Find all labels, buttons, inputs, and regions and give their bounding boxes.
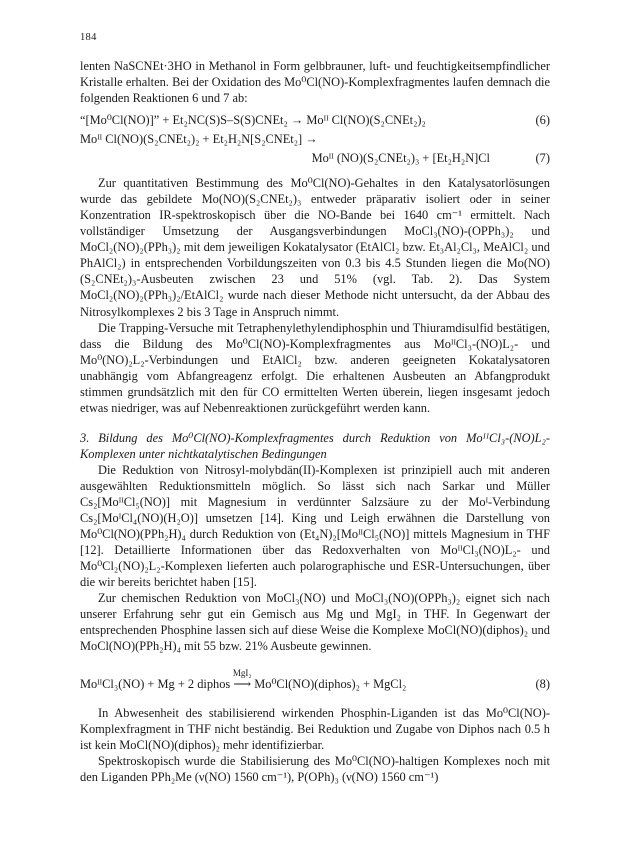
paragraph-6: In Abwesenheit des stabilisierend wirkenden Phosphin-Liganden ist das Mo⁰Cl(NO)-Komplexfragment in THF nicht beständig. Bei Reduktion und Zugabe von Diphos nach 0.5 h ist kein MoCl(NO)(diphos)₂ mehr identifizierbar. <box>80 705 550 752</box>
equation-8-arrow <box>232 667 252 694</box>
equation-7-right: Moᴵᴵ (NO)(S₂CNEt₂)₃ + [Et₂H₂N]Cl <box>311 151 490 166</box>
equation-6 <box>80 112 550 131</box>
section-heading-3: 3. Bildung des Mo⁰Cl(NO)-Komplexfragmentes durch Reduktion von MoᴵᴵCl₃-(NO)L₂-Komplexen unter nichtkatalytischen Bedingungen <box>80 430 550 461</box>
equation-8 <box>80 665 550 695</box>
paragraph-4: Die Reduktion von Nitrosyl-molybdän(II)-Komplexen ist prinzipiell auch mit anderen ausgewählten Reduktionsmitteln möglich. So lässt sich nach Sarkar und Müller Cs₂[MoᴵᴵCl₅(NO)] mit Magnesium in verdünnter Salzsäure zu der Moᴵ-Verbindung Cs₂[MoᴵCl₄(NO)(H₂O)] umsetzen [14]. King und Leigh erwähnen die Darstellung von Mo⁰Cl(NO)(PPh₂H)₄ durch Reduktion von (Et₄N)₂[MoᴵᴵCl₅(NO)] mittels Magnesium in THF [12]. Detaillierte Informationen über das Redoxverhalten von MoᴵᴵCl₃(NO)L₂- und Mo⁰Cl₂(NO)₂L₂-Komplexen lieferten auch polarographische und ESR-Untersuchungen, über die wir bereits berichtet haben [15]. <box>80 462 550 590</box>
paragraph-3: Die Trapping-Versuche mit Tetraphenylethylendiphosphin und Thiuramdisulfid bestätigen, dass die Bildung des Mo⁰Cl(NO)-Komplexfragmentes aus MoᴵᴵCl₃-(NO)L₂- und Mo⁰(NO)₂L₂-Verbindungen und EtAlCl₂ bzw. anderen geeigneten Kokatalysatoren unabhängig vom Abfangreagenz erfolgt. Die erhaltenen Ausbeuten an Abfangprodukt stimmen grundsätzlich mit den für CO ermittelten Werten überein, liegen insgesamt jedoch etwas niedriger, was auf Nebenreaktionen zurückgeführt werden kann. <box>80 320 550 415</box>
equation-6-text: “[Mo⁰Cl(NO)]” + Et₂NC(S)S–S(S)CNEt₂ → Moᴵᴵ Cl(NO)(S₂CNEt₂)₂ <box>80 113 426 128</box>
page-body <box>80 58 550 785</box>
equation-8-number: (8) <box>535 676 550 691</box>
paragraph-2: Zur quantitativen Bestimmung des Mo⁰Cl(NO)-Gehaltes in den Katalysatorlösungen wurde das gebildete Mo(NO)(S₂CNEt₂)₃ entweder präparativ isoliert oder in seiner Konzentration IR-spektroskopisch über die NO-Bande bei 1640 cm⁻¹ ermittelt. Nach vollständiger Umsetzung der Ausgangsverbindungen MoCl₃(NO)-(OPPh₃)₂ und MoCl₂(NO)₂(PPh₃)₂ mit dem jeweiligen Kokatalysator (EtAlCl₂ bzw. Et₃Al₂Cl₃, MeAlCl₂ und PhAlCl₂) in entsprechenden Vorbildungszeiten von 0.3 bis 4.5 Stunden liegen die Mo(NO)(S₂CNEt₂)₃-Ausbeuten zwischen 23 und 51% (vgl. Tab. 2). Das System MoCl₂(NO)₂(PPh₃)₂/EtAlCl₂ wurde nach dieser Methode nicht untersucht, da der Abbau des Nitrosylkomplexes 2 bis 3 Tage in Anspruch nimmt. <box>80 176 550 319</box>
equation-8-left: MoᴵᴵCl₃(NO) + Mg + 2 diphos <box>80 676 231 691</box>
equation-7-line-1 <box>80 131 550 150</box>
paragraph-1: lenten NaSCNEt·3HO in Methanol in Form gelbbrauner, luft- und feuchtigkeitsempfindlicher Kristalle erhalten. Bei der Oxidation des Mo⁰Cl(NO)-Komplexfragmentes laufen demnach die folgenden Reaktionen 6 und 7 ab: <box>80 59 550 106</box>
page-number: 184 <box>80 32 97 43</box>
paragraph-7: Spektroskopisch wurde die Stabilisierung des Mo⁰Cl(NO)-haltigen Komplexes noch mit den Liganden PPh₂Me (ν(NO) 1560 cm⁻¹), P(OPh)₃ (ν(NO) 1560 cm⁻¹) <box>80 753 550 784</box>
equation-7-number: (7) <box>535 151 550 166</box>
equation-8-right: Mo⁰Cl(NO)(diphos)₂ + MgCl₂ <box>254 676 407 691</box>
equation-7-left: Moᴵᴵ Cl(NO)(S₂CNEt₂)₂ + Et₂H₂N[S₂CNEt₂] → <box>80 132 318 147</box>
equation-8-arrow-label: MgI₂ <box>232 667 252 678</box>
paragraph-5: Zur chemischen Reduktion von MoCl₃(NO) und MoCl₃(NO)(OPPh₃)₂ eignet sich nach unserer Erfahrung sehr gut ein Gemisch aus Mg und MgI₂ in THF. In Gegenwart der entsprechenden Phosphine lassen sich auf diese Weise die Komplexe MoCl(NO)(diphos)₂ und MoCl(NO)(PPh₂H)₄ mit 55 bzw. 21% Ausbeute gewinnen. <box>80 591 550 654</box>
equation-7-line-2 <box>80 150 550 169</box>
arrow-right-icon: ⟶ <box>233 676 252 691</box>
equation-8-text <box>80 667 407 694</box>
equation-6-number: (6) <box>535 113 550 128</box>
